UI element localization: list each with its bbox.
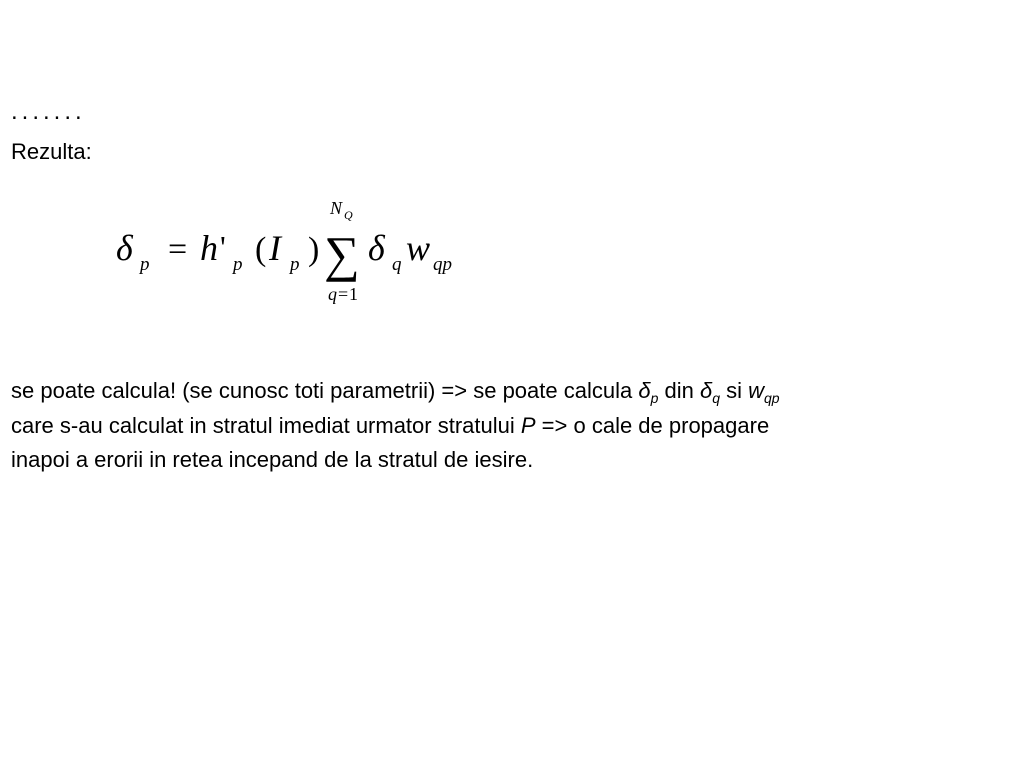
explanation-paragraph [11,374,1016,478]
formula-I: I [269,228,281,268]
formula-sum-lower-var: q [328,284,337,304]
formula-h-prime: ' [220,229,226,265]
paragraph-text: se poate calcula! (se cunosc toti parametrii) => se poate calcula [11,378,639,403]
weight-symbol: w [748,378,765,403]
delta-p-symbol: δ [638,378,651,403]
formula-sum-upper: N [330,198,343,218]
layer-p-symbol: P [520,412,536,438]
intro-label: Rezulta: [11,139,92,164]
delta-q-symbol: δ [699,378,713,403]
ellipsis: ....... [11,98,86,125]
formula-h-sub: p [233,254,243,275]
formula-open-paren: ( [255,231,267,268]
paragraph-text: din [658,378,700,403]
formula-delta-q-sub: q [392,254,402,275]
delta-q-subscript: q [712,390,720,406]
formula-sum-sign: ∑ [324,226,360,282]
formula-w: w [406,228,431,268]
formula-w-sub: qp [433,254,452,275]
formula-equals: = [168,231,188,268]
formula-close-paren: ) [308,231,320,268]
formula-delta-q: δ [368,228,385,268]
formula-h: h [200,228,218,268]
paragraph-line-3: inapoi a erorii in retea incepand de la stratul de iesire. [11,447,534,472]
weight-subscript: qp [764,390,780,406]
paragraph-line-1 [11,374,1016,409]
formula-sum-lower-eq: = [338,284,349,304]
paragraph-text: si [720,378,749,403]
backprop-delta-formula [110,192,480,312]
formula-sum-lower-val: 1 [349,284,358,304]
formula-sum-upper-sub: Q [344,208,353,222]
paragraph-text: care s-au calculat in stratul imediat urmator stratului [11,412,521,438]
paragraph-text: => o cale de propagare [535,412,770,438]
delta-p-subscript: p [650,390,659,406]
formula-delta-p: δ [116,228,133,268]
paragraph-line-2 [11,409,1016,444]
formula-delta-p-sub: p [140,254,150,275]
formula-I-sub: p [290,254,300,275]
